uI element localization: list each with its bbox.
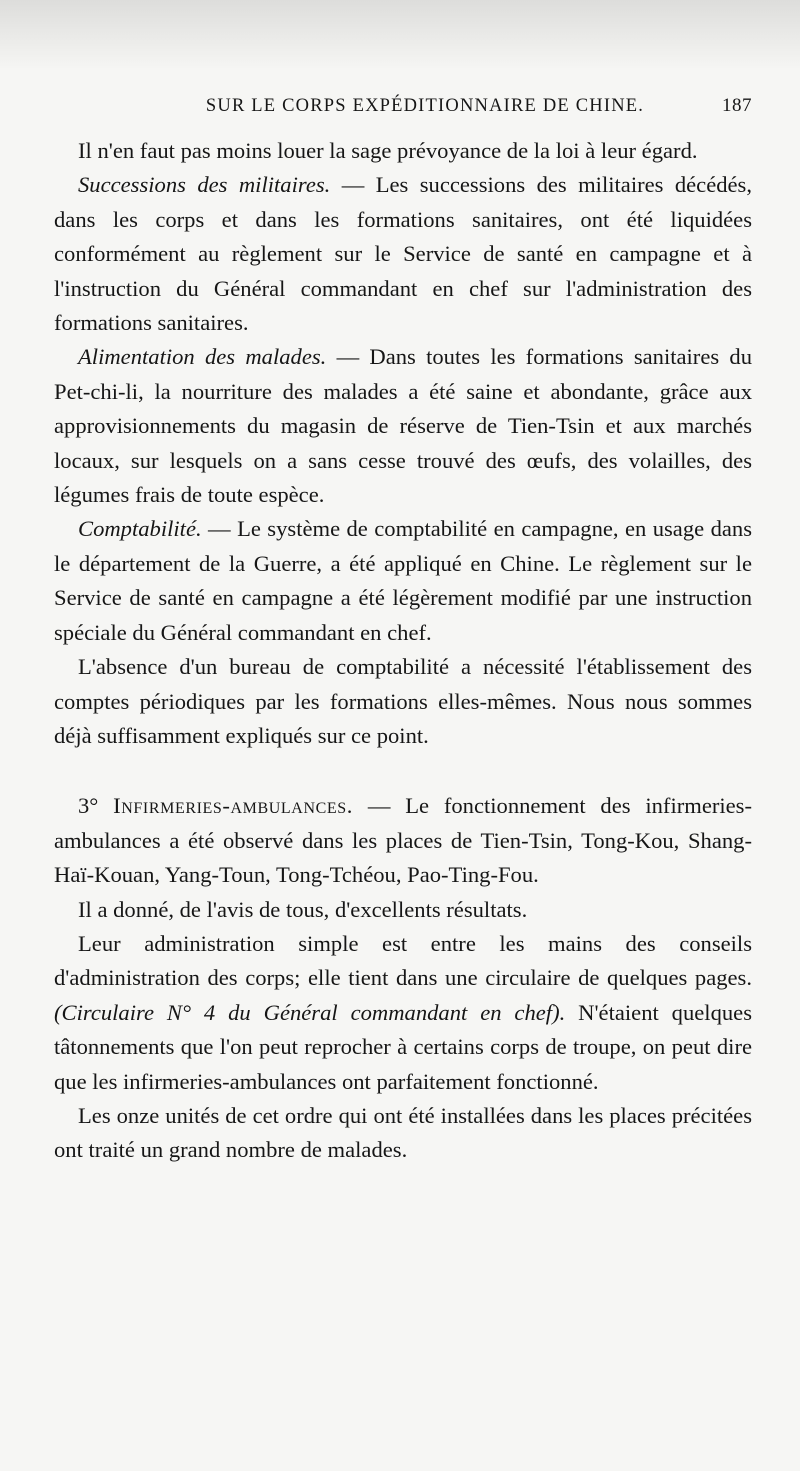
paragraph-successions [54,168,752,340]
running-header [58,92,752,120]
section-gap [54,753,752,789]
section-label-comptabilite: Comptabilité. [78,516,202,542]
paragraph-resultats-text: Il a donné, de l'avis de tous, d'excellents résultats. [78,896,528,922]
paragraph-administration-text: Leur administration simple est entre les mains des conseils d'administration des corps; elle tient dans une circulaire de quelques pages. [54,930,752,991]
body-text [54,134,752,1168]
paragraph-absence-bureau [54,650,752,753]
section-label-alimentation: Alimentation des malades. [78,344,327,370]
paragraph-comptabilite [54,512,752,650]
paragraph-administration-tail: N'étaient quelques tâtonnements que l'on peut reprocher à certains corps de troupe, on peut dire que les infirmeries-ambulances ont parfaitement fonctionné. [54,999,752,1094]
paragraph-alimentation [54,340,752,512]
page-number: 187 [722,95,752,116]
circulaire-reference: (Circulaire N° 4 du Général commandant en chef). [54,999,566,1025]
section-number: 3° [78,793,99,819]
paragraph-onze-unites-text: Les onze unités de cet ordre qui ont été installées dans les places précitées ont traité un grand nombre de malades. [54,1102,752,1163]
paragraph-absence-bureau-text: L'absence d'un bureau de comptabilité a nécessité l'établissement des comptes périodiques par les formations elles-mêmes. Nous nous sommes déjà suffisamment expliqués sur ce point. [54,654,752,748]
paragraph-intro [54,134,752,168]
paragraph-comptabilite-text: — Le système de comptabilité en campagne, en usage dans le département de la Guerre, a été appliqué en Chine. Le règlement sur le Service de santé en campagne a été légèrement modifié par une instruction spéciale du Général commandant en chef. [54,516,752,645]
paragraph-infirmeries [54,789,752,892]
section-heading-infirmeries: Infirmeries-ambulances. [113,793,354,819]
paragraph-administration [54,927,752,1099]
paragraph-alimentation-text: — Dans toutes les formations sanitaires du Pet-chi-li, la nourriture des malades a été saine et abondante, grâce aux approvisionnements du magasin de réserve de Tien-Tsin et aux marchés locaux, sur lesquels on a sans cesse trouvé des œufs, des volailles, des légumes frais de toute espèce. [54,344,752,508]
paragraph-successions-text: — Les successions des militaires décédés, dans les corps et dans les formations sanitaires, ont été liquidées conformément au règlement sur le Service de santé en campagne et à l'instruction du Général commandant en chef sur l'administration des formations sanitaires. [54,172,752,336]
paragraph-resultats [54,893,752,927]
paragraph-intro-text: Il n'en faut pas moins louer la sage prévoyance de la loi à leur égard. [78,138,698,163]
paragraph-onze-unites [54,1099,752,1168]
paragraph-infirmeries-text: — Le fonctionnement des infirmeries-ambulances a été observé dans les places de Tien-Tsin, Tong-Kou, Shang-Haï-Kouan, Yang-Toun, Tong-Tchéou, Pao-Ting-Fou. [54,793,752,888]
section-label-successions: Successions des militaires. [78,172,331,198]
scan-shadow [0,0,800,70]
running-title: SUR LE CORPS EXPÉDITIONNAIRE DE CHINE. [205,96,645,116]
